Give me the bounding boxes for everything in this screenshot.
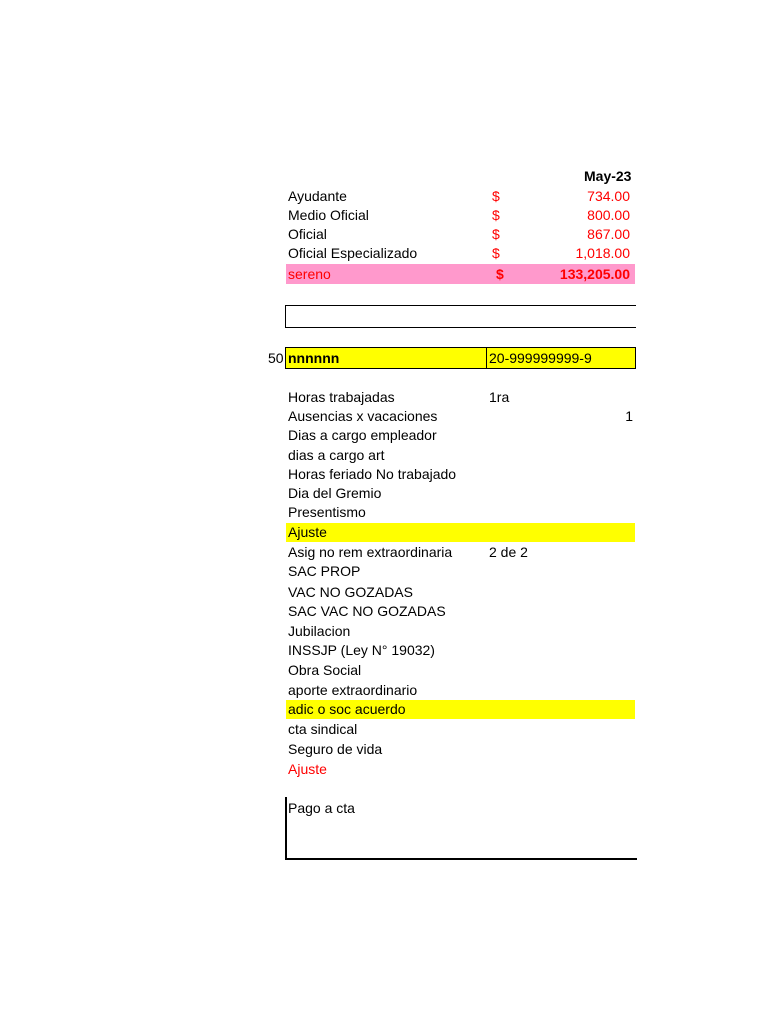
concept-row xyxy=(286,681,635,700)
employee-name: nnnnnn xyxy=(288,350,340,366)
concept-label: aporte extraordinario xyxy=(288,682,418,698)
concept-label: Seguro de vida xyxy=(288,741,383,757)
currency-symbol: $ xyxy=(492,207,500,223)
concept-row xyxy=(286,720,635,739)
concept-col2: 1ra xyxy=(489,389,510,405)
concept-label: Ajuste xyxy=(288,524,327,540)
concept-row xyxy=(286,661,635,680)
concept-label: Ausencias x vacaciones xyxy=(288,408,438,424)
concept-row xyxy=(286,602,635,621)
concept-label: Obra Social xyxy=(288,662,362,678)
concept-row xyxy=(286,503,635,522)
rate-amount: 133,205.00 xyxy=(559,266,630,282)
currency-symbol: $ xyxy=(492,245,500,261)
concept-label: SAC VAC NO GOZADAS xyxy=(288,603,446,619)
concept-label: VAC NO GOZADAS xyxy=(288,584,413,600)
rate-label: Oficial xyxy=(288,226,327,242)
concept-col3: 1 xyxy=(625,408,633,424)
concept-row xyxy=(286,484,635,503)
concept-label: dias a cargo art xyxy=(288,447,385,463)
currency-symbol: $ xyxy=(492,226,500,242)
rate-label: sereno xyxy=(288,266,331,282)
concept-row xyxy=(286,641,635,660)
concept-label: Dias a cargo empleador xyxy=(288,427,437,443)
concept-row xyxy=(286,622,635,641)
concept-row xyxy=(286,760,635,779)
concept-label: Presentismo xyxy=(288,504,366,520)
concept-label: SAC PROP xyxy=(288,563,361,579)
concept-row xyxy=(286,465,635,484)
rate-row-sereno xyxy=(286,264,635,284)
concept-label: Horas feriado No trabajado xyxy=(288,466,457,482)
concept-row xyxy=(286,407,635,426)
payment-label: Pago a cta xyxy=(288,800,355,816)
concept-row xyxy=(286,426,635,445)
rate-label: Medio Oficial xyxy=(288,207,369,223)
employee-name-cell xyxy=(285,347,487,369)
concept-row xyxy=(286,446,635,465)
concept-row xyxy=(286,543,635,562)
concept-row xyxy=(286,562,635,581)
concept-row xyxy=(286,388,635,407)
rate-row xyxy=(286,244,635,263)
rate-amount: 867.00 xyxy=(587,226,630,242)
concept-label: Jubilacion xyxy=(288,623,351,639)
concept-label: adic o soc acuerdo xyxy=(288,701,406,717)
employee-cuil: 20-999999999-9 xyxy=(489,350,592,366)
employee-cuil-cell xyxy=(486,347,636,369)
concept-label: cta sindical xyxy=(288,721,358,737)
concept-label: Asig no rem extraordinaria xyxy=(288,544,453,560)
rate-row xyxy=(286,206,635,225)
concept-label: INSSJP (Ley N° 19032) xyxy=(288,642,435,658)
rate-amount: 734.00 xyxy=(587,188,630,204)
concept-label: Dia del Gremio xyxy=(288,485,382,501)
employee-number: 50 xyxy=(268,350,284,366)
rate-amount: 800.00 xyxy=(587,207,630,223)
currency-symbol: $ xyxy=(492,188,500,204)
rate-label: Ayudante xyxy=(288,188,347,204)
payment-box xyxy=(285,797,637,860)
concept-row-highlight xyxy=(286,700,635,719)
concept-label: Horas trabajadas xyxy=(288,389,395,405)
rate-amount: 1,018.00 xyxy=(575,245,630,261)
concept-row xyxy=(286,583,635,602)
currency-symbol: $ xyxy=(496,266,504,282)
rate-row xyxy=(286,187,635,206)
concept-col2: 2 de 2 xyxy=(489,544,528,560)
concept-row xyxy=(286,740,635,759)
concept-row-highlight xyxy=(286,523,635,542)
rate-label: Oficial Especializado xyxy=(288,245,418,261)
concept-label: Ajuste xyxy=(288,761,327,777)
period-header: May-23 xyxy=(584,168,632,184)
rate-row xyxy=(286,225,635,244)
empty-input-box xyxy=(285,305,636,328)
